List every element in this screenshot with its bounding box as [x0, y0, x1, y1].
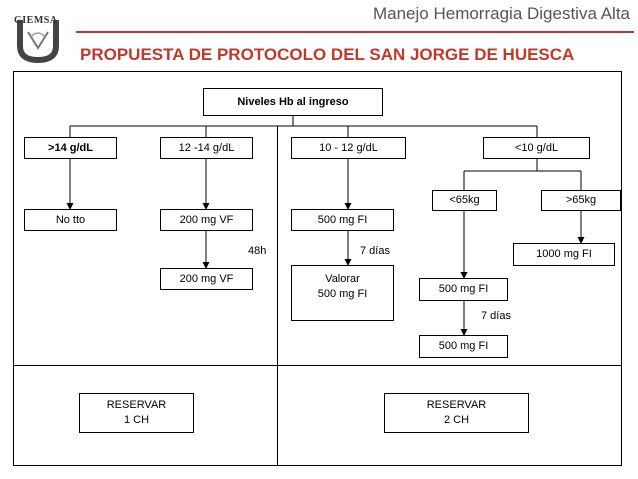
interval-vf: 48h [248, 245, 267, 257]
treatment-vf-second: 200 mg VF [160, 268, 253, 290]
treatment-fi-gt65: 1000 mg FI [513, 243, 615, 266]
treatment-valorar: Valorar 500 mg FI [291, 265, 394, 321]
page-title: Manejo Hemorragia Digestiva Alta [372, 4, 630, 23]
level-10-12: 10 - 12 g/dL [291, 137, 406, 159]
interval-fi-10-12: 7 días [360, 245, 390, 257]
interval-fi-lt65: 7 días [481, 310, 511, 322]
treatment-fi-lt65-first: 500 mg FI [419, 278, 508, 301]
treatment-fi-10-12: 500 mg FI [291, 209, 394, 231]
treatment-no-tto: No tto [24, 209, 117, 231]
treatment-vf-first: 200 mg VF [160, 209, 253, 231]
weight-gt65: >65kg [541, 190, 621, 211]
level-lt10: <10 g/dL [483, 137, 590, 159]
treatment-fi-lt65-second: 500 mg FI [419, 335, 508, 358]
page-subtitle: PROPUESTA DE PROTOCOLO DEL SAN JORGE DE HUESCA [80, 45, 575, 64]
level-gt14: >14 g/dL [24, 137, 117, 159]
logo-text: GIEMSA [14, 15, 58, 26]
reserve-2-ch: RESERVAR 2 CH [384, 393, 529, 433]
reserve-1-ch: RESERVAR 1 CH [79, 393, 194, 433]
level-12-14: 12 -14 g/dL [160, 137, 253, 159]
weight-lt65: <65kg [432, 190, 497, 211]
root-hb-levels: Niveles Hb al ingreso [203, 88, 383, 116]
